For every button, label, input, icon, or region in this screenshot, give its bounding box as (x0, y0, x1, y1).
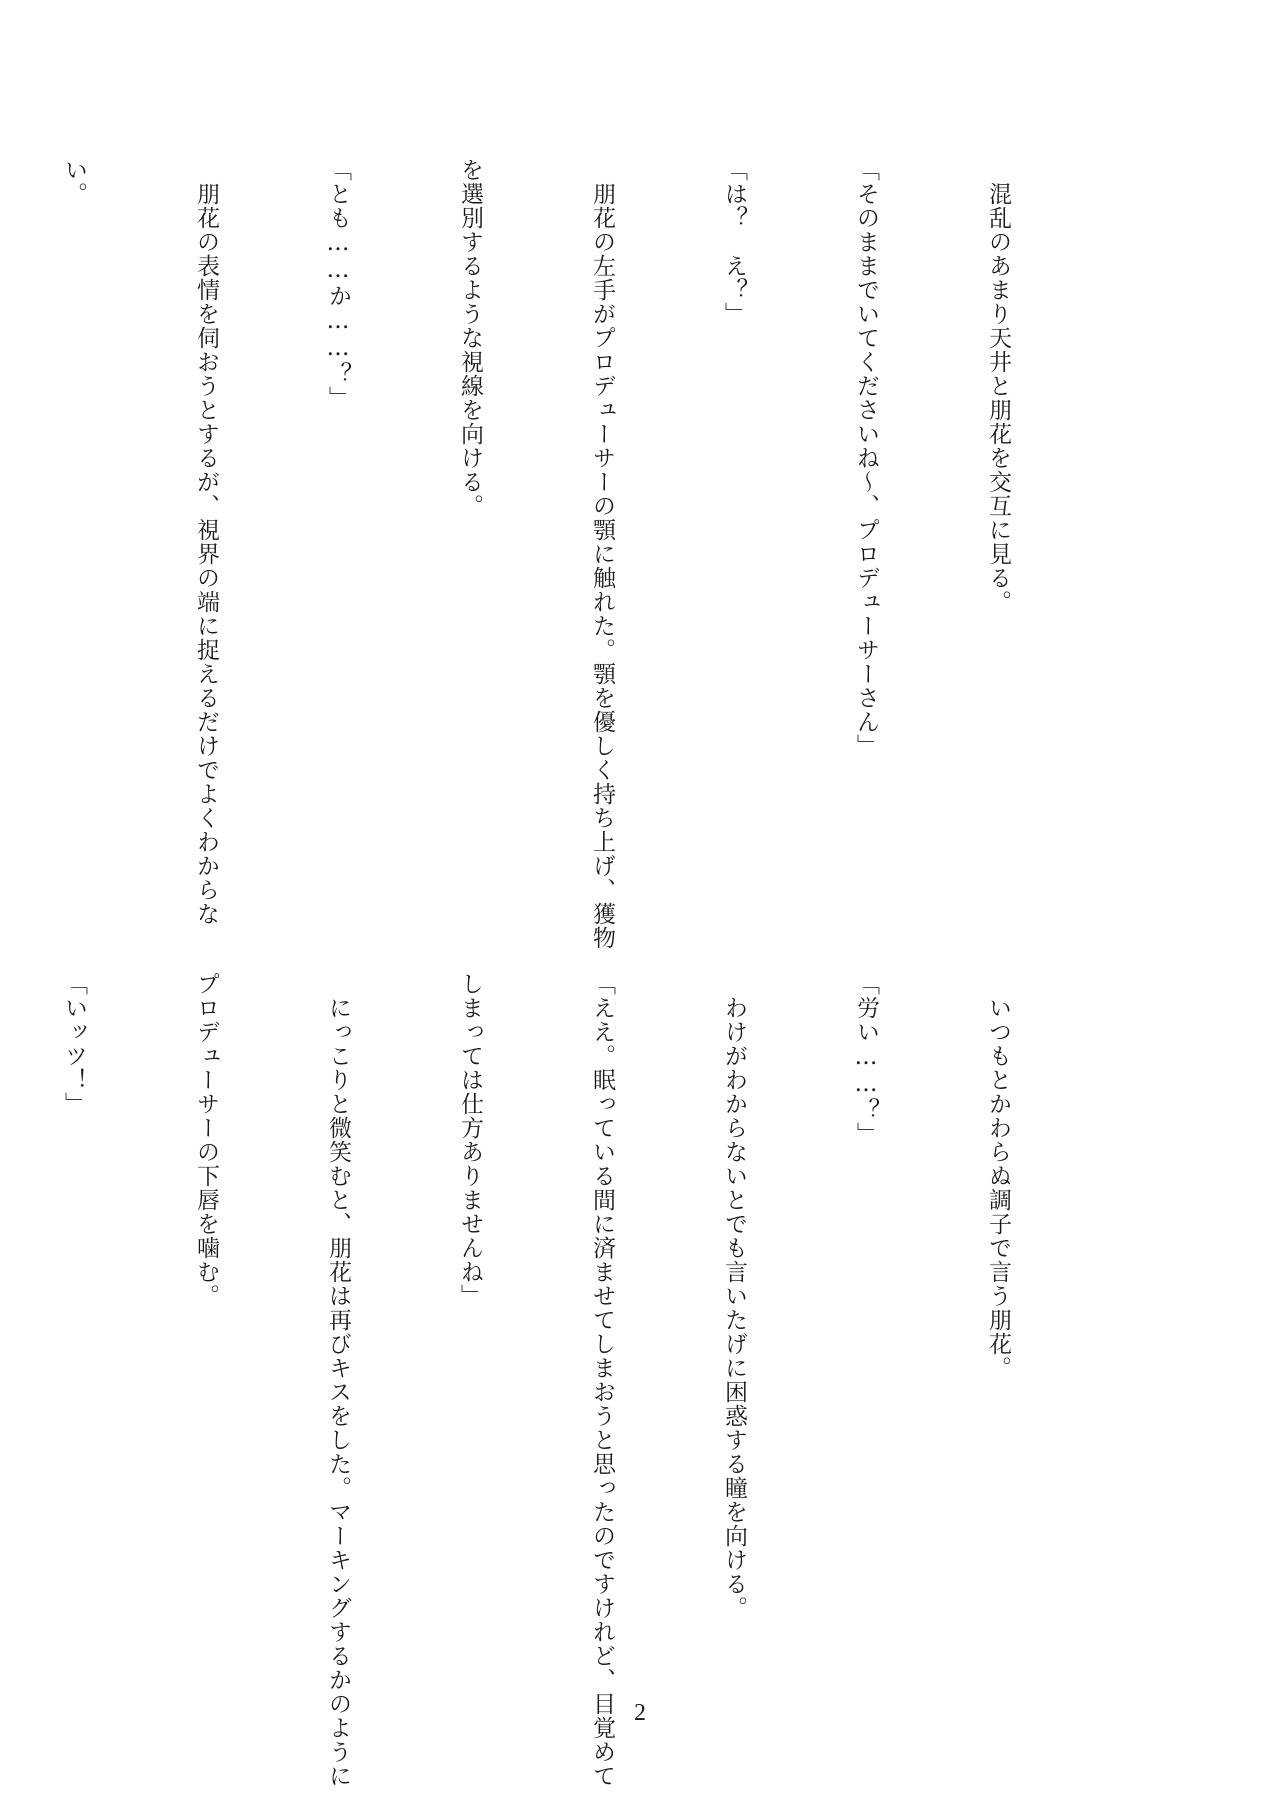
text-line: にっこりと微笑むと、朋花は再びキスをした。マーキングするかのように (325, 972, 351, 1788)
text-line: 「いッツ！」 (61, 972, 87, 1116)
text-line: わけがわからないとでも言いたげに困惑する瞳を向ける。 (721, 972, 747, 1620)
text-line: 混乱のあまり天井と朋花を交互に見る。 (985, 158, 1011, 614)
text-block-lower (61, 972, 1108, 1788)
text-line: しまっては仕方ありませんね」 (457, 972, 483, 1308)
text-block-upper (61, 158, 1108, 950)
text-line: 朋花の左手がプロデューサーの顎に触れた。顎を優しく持ち上げ、獲物 (589, 158, 615, 950)
text-line: 「ええ。眠っている間に済ませてしまおうと思ったのですけれど、目覚めて (589, 972, 615, 1788)
text-line: 朋花の表情を伺おうとするが、視界の端に捉えるだけでよくわからな (193, 158, 219, 926)
page-number: 2 (634, 1700, 646, 1726)
text-line: 「とも……か……？」 (325, 158, 351, 410)
text-line: い。 (61, 158, 87, 206)
text-line: 「労い……？」 (853, 972, 879, 1146)
text-line: 「そのままでいてくださいね〜、プロデューサーさん」 (853, 158, 879, 758)
text-line: プロデューサーの下唇を噛む。 (193, 972, 219, 1308)
text-line: を選別するような視線を向ける。 (457, 158, 483, 518)
text-line: いつもとかわらぬ調子で言う朋花。 (985, 972, 1011, 1380)
text-line: 「は？ え？」 (721, 158, 747, 326)
